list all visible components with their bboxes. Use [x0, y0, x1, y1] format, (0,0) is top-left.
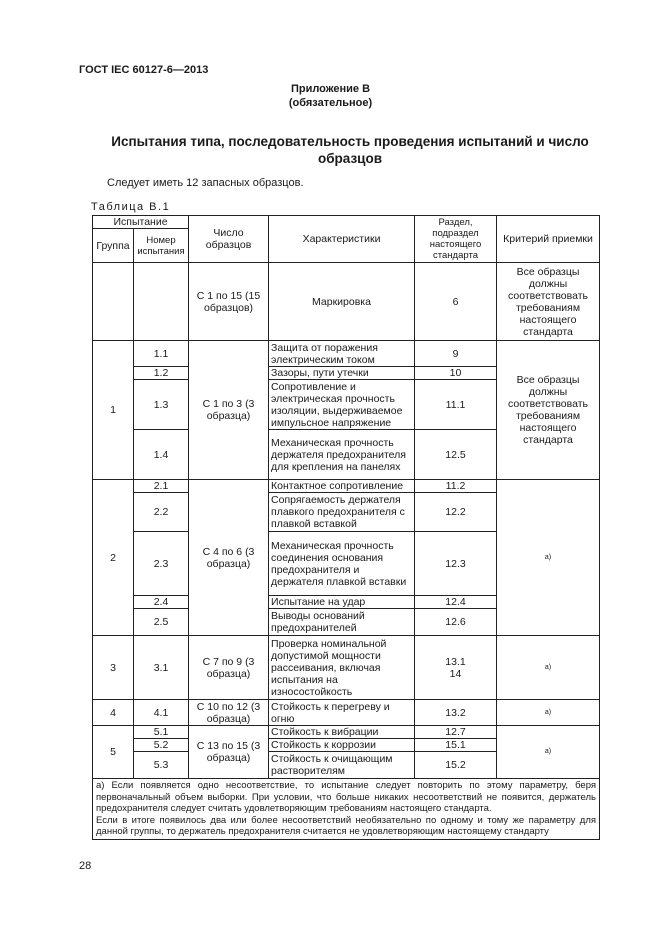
- section-cell: 13.1 14: [415, 636, 497, 700]
- group-cell: [93, 263, 134, 341]
- characteristic-cell: Стойкость к перегреву и огню: [269, 700, 415, 726]
- appendix-label: Приложение В: [290, 83, 371, 95]
- characteristic-cell: Механическая прочность соединения основания предохранителя и держателя плавкой вставки: [269, 532, 415, 596]
- group-cell: 2: [93, 480, 134, 636]
- footnote-paragraph: Если в итоге появилось два или более несоответствий необязательно по одному и тому же параметру для данной группы, то держатель предохранителя считается не удовлетворяющим настоящему стандарту: [96, 814, 597, 837]
- group-cell: 5: [93, 726, 134, 779]
- header-test-number: Номер испытания: [134, 229, 189, 263]
- test-table: [92, 215, 600, 840]
- samples-cell: С 13 по 15 (3 образца): [189, 726, 269, 779]
- test-number-cell: 2.3: [134, 532, 189, 596]
- section-cell: 12.4: [415, 596, 497, 609]
- test-number-cell: 1.3: [134, 380, 189, 430]
- characteristic-cell: Защита от поражения электрическим током: [269, 341, 415, 367]
- characteristic-cell: Зазоры, пути утечки: [269, 367, 415, 380]
- criterion-cell: Все образцы должны соответствовать требованиям настоящего стандарта: [497, 341, 600, 480]
- section-cell: 6: [415, 263, 497, 341]
- characteristic-cell: Стойкость к очищающим растворителям: [269, 752, 415, 779]
- test-number-cell: 2.5: [134, 609, 189, 636]
- criterion-cell: а): [497, 480, 600, 636]
- table-row: [93, 263, 600, 341]
- section-cell: 12.2: [415, 493, 497, 532]
- intro-text: Следует иметь 12 запасных образцов.: [107, 177, 304, 189]
- table-row: [93, 480, 600, 493]
- appendix-heading: [0, 82, 661, 110]
- test-number-cell: 5.3: [134, 752, 189, 779]
- criterion-cell: а): [497, 726, 600, 779]
- criterion-cell: а): [497, 700, 600, 726]
- group-cell: 1: [93, 341, 134, 480]
- header-characteristic: Характеристики: [269, 216, 415, 263]
- section-cell: 12.6: [415, 609, 497, 636]
- header-criterion: Критерий приемки: [497, 216, 600, 263]
- characteristic-cell: Испытание на удар: [269, 596, 415, 609]
- section-cell: 11.2: [415, 480, 497, 493]
- samples-cell: С 10 по 12 (3 образца): [189, 700, 269, 726]
- samples-cell: С 4 по 6 (3 образца): [189, 480, 269, 636]
- criterion-cell: Все образцы должны соответствовать требованиям настоящего стандарта: [497, 263, 600, 341]
- header-section: Раздел, подраздел настоящего стандарта: [415, 216, 497, 263]
- table-row: [93, 700, 600, 726]
- section-cell: 12.5: [415, 430, 497, 480]
- samples-cell: С 7 по 9 (3 образца): [189, 636, 269, 700]
- section-cell: 13.2: [415, 700, 497, 726]
- section-cell: 11.1: [415, 380, 497, 430]
- group-cell: 4: [93, 700, 134, 726]
- test-number-cell: 1.2: [134, 367, 189, 380]
- section-cell: 9: [415, 341, 497, 367]
- characteristic-cell: Выводы оснований предохранителей: [269, 609, 415, 636]
- test-number-cell: 5.2: [134, 739, 189, 752]
- header-group: Группа: [93, 229, 134, 263]
- table-row: [93, 341, 600, 367]
- footnote-cell: [93, 779, 600, 840]
- footnote-paragraph: а) Если появляется одно несоответствие, то испытание следует повторить по этому параметру, беря первоначальный объем выборки. При условии, что больше никаких несоответствий не появится, держатель предохранителя следует считать удовлетворяющим требованиям настоящего стандарта.: [96, 780, 597, 814]
- header-samples: Число образцов: [189, 216, 269, 263]
- characteristic-cell: Маркировка: [269, 263, 415, 341]
- samples-cell: С 1 по 3 (3 образца): [189, 341, 269, 480]
- criterion-cell: а): [497, 636, 600, 700]
- section-cell: 15.1: [415, 739, 497, 752]
- characteristic-cell: Сопротивление и электрическая прочность изоляции, выдерживаемое импульсное напряжение: [269, 380, 415, 430]
- test-number-cell: [134, 263, 189, 341]
- characteristic-cell: Сопрягаемость держателя плавкого предохранителя с плавкой вставкой: [269, 493, 415, 532]
- test-number-cell: 4.1: [134, 700, 189, 726]
- page-number: 28: [79, 860, 92, 872]
- appendix-status: (обязательное): [288, 97, 373, 109]
- table-caption: Таблица В.1: [91, 201, 171, 213]
- characteristic-cell: Стойкость к коррозии: [269, 739, 415, 752]
- document-title: Испытания типа, последовательность проведения испытаний и число образцов: [111, 134, 589, 166]
- test-number-cell: 3.1: [134, 636, 189, 700]
- group-cell: 3: [93, 636, 134, 700]
- test-number-cell: 2.1: [134, 480, 189, 493]
- section-cell: 12.3: [415, 532, 497, 596]
- test-number-cell: 1.4: [134, 430, 189, 480]
- characteristic-cell: Проверка номинальной допустимой мощности рассеивания, включая испытания на износостойкость: [269, 636, 415, 700]
- characteristic-cell: Стойкость к вибрации: [269, 726, 415, 739]
- header-test: Испытание: [93, 216, 189, 229]
- test-number-cell: 1.1: [134, 341, 189, 367]
- section-cell: 15.2: [415, 752, 497, 779]
- section-cell: 12.7: [415, 726, 497, 739]
- standard-code: ГОСТ IEC 60127-6—2013: [79, 64, 209, 76]
- footnote-row: [93, 779, 600, 840]
- section-cell: 10: [415, 367, 497, 380]
- table-row: [93, 636, 600, 700]
- table-header-row: [93, 216, 600, 229]
- test-number-cell: 5.1: [134, 726, 189, 739]
- characteristic-cell: Механическая прочность держателя предохранителя для крепления на панелях: [269, 430, 415, 480]
- samples-cell: С 1 по 15 (15 образцов): [189, 263, 269, 341]
- test-number-cell: 2.2: [134, 493, 189, 532]
- test-number-cell: 2.4: [134, 596, 189, 609]
- characteristic-cell: Контактное сопротивление: [269, 480, 415, 493]
- table-row: [93, 726, 600, 739]
